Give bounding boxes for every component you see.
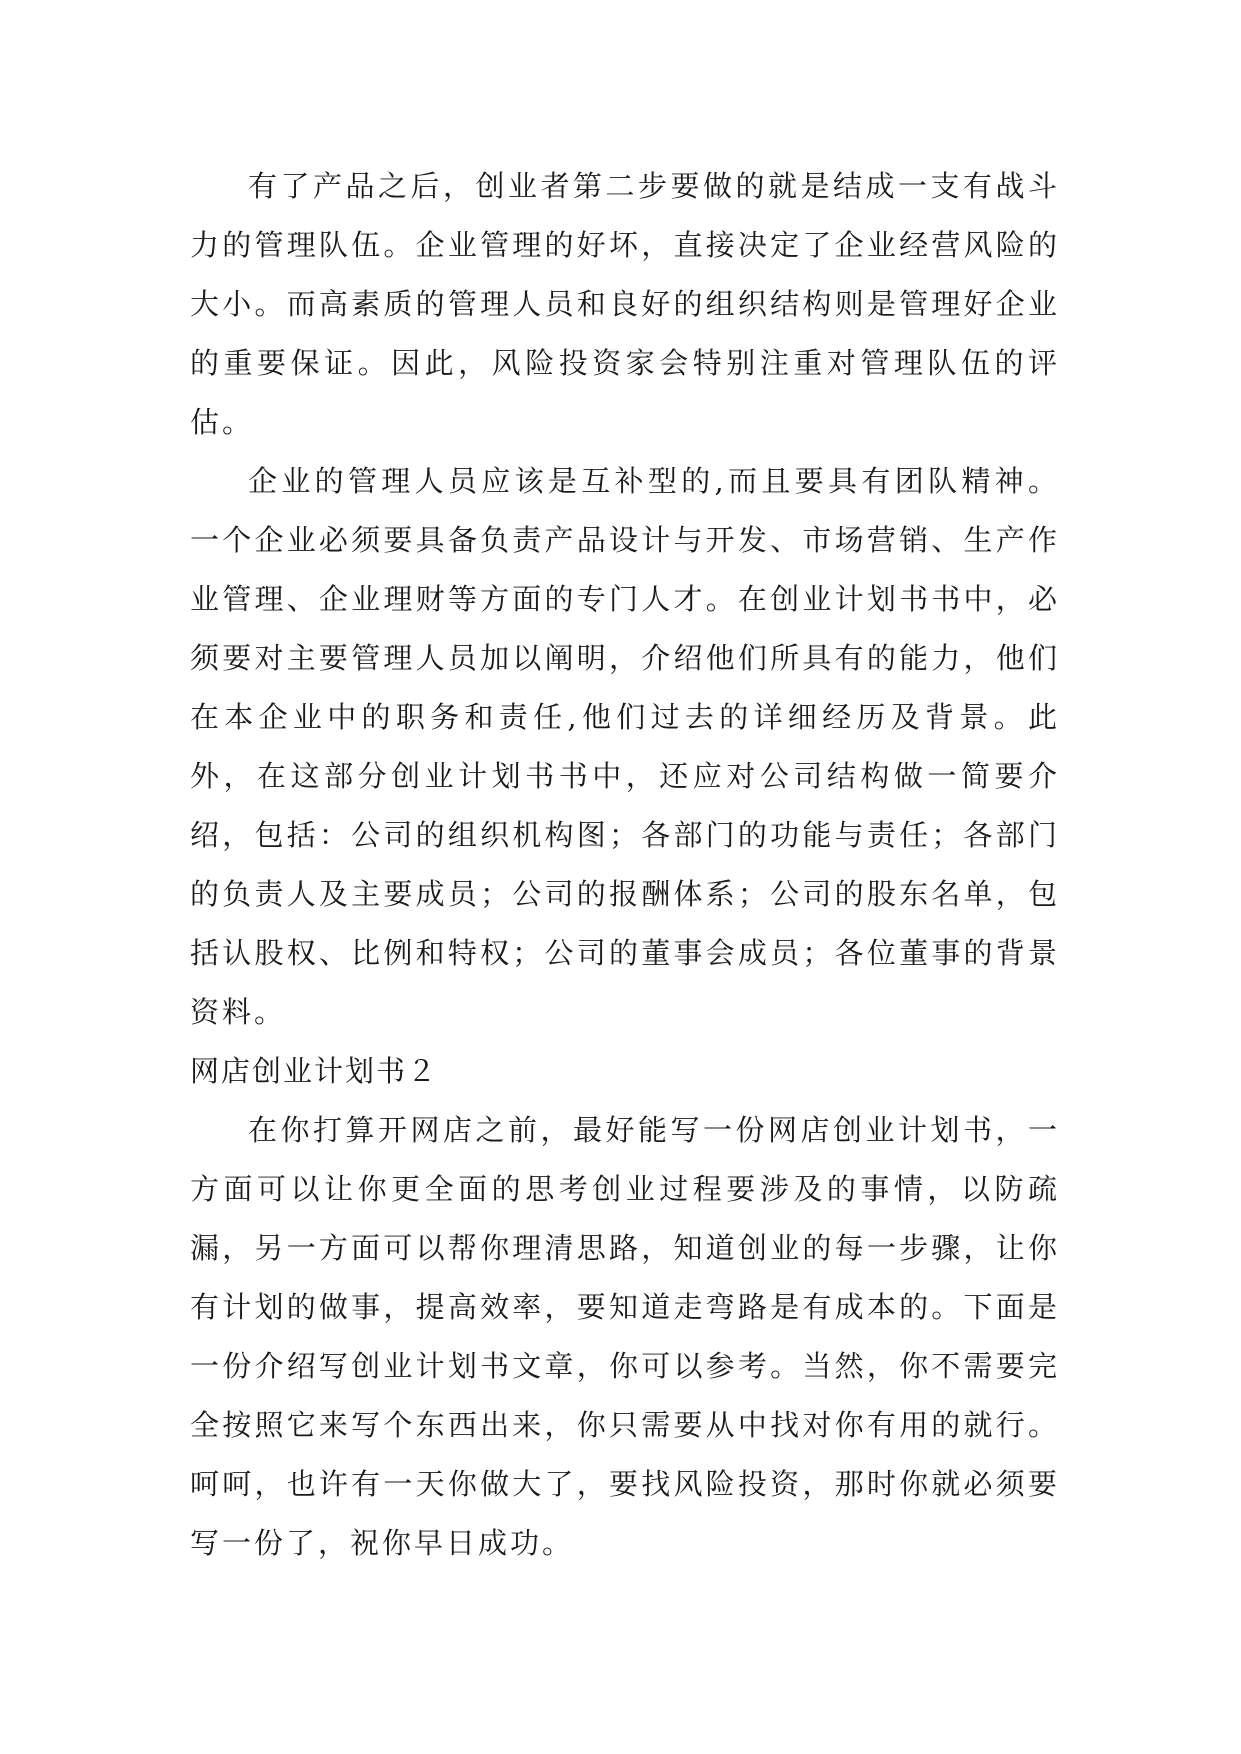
section-heading: 网店创业计划书２ — [190, 1054, 439, 1088]
paragraph-online-store-plan: 在你打算开网店之前，最好能写一份网店创业计划书，一方面可以让你更全面的思考创业过程要涉及的事情，以防疏漏，另一方面可以帮你理清思路，知道创业的每一步骤，让你有计划的做事，提高效率，要知道走弯路是有成本的。下面是一份介绍写创业计划书文章，你可以参考。当然，你不需要完全按照它来写个东西出来，你只需要从中找对你有用的就行。呵呵，也许有一天你做大了，要找风险投资，那时你就必须要写一份了，祝你早日成功。 — [190, 1113, 1060, 1560]
document-body — [190, 157, 1060, 1573]
paragraph-management-team: 有了产品之后，创业者第二步要做的就是结成一支有战斗力的管理队伍。企业管理的好坏，直接决定了企业经营风险的大小。而高素质的管理人员和良好的组织结构则是管理好企业的重要保证。因此，风险投资家会特别注重对管理队伍的评估。 — [190, 169, 1060, 439]
paragraph-management-personnel: 企业的管理人员应该是互补型的,而且要具有团队精神。一个企业必须要具备负责产品设计与开发、市场营销、生产作业管理、企业理财等方面的专门人才。在创业计划书书中，必须要对主要管理人员加以阐明，介绍他们所具有的能力，他们在本企业中的职务和责任,他们过去的详细经历及背景。此外，在这部分创业计划书书中，还应对公司结构做一简要介绍，包括：公司的组织机构图；各部门的功能与责任；各部门的负责人及主要成员；公司的报酬体系；公司的股东名单，包括认股权、比例和特权；公司的董事会成员；各位董事的背景资料。 — [190, 464, 1060, 1029]
